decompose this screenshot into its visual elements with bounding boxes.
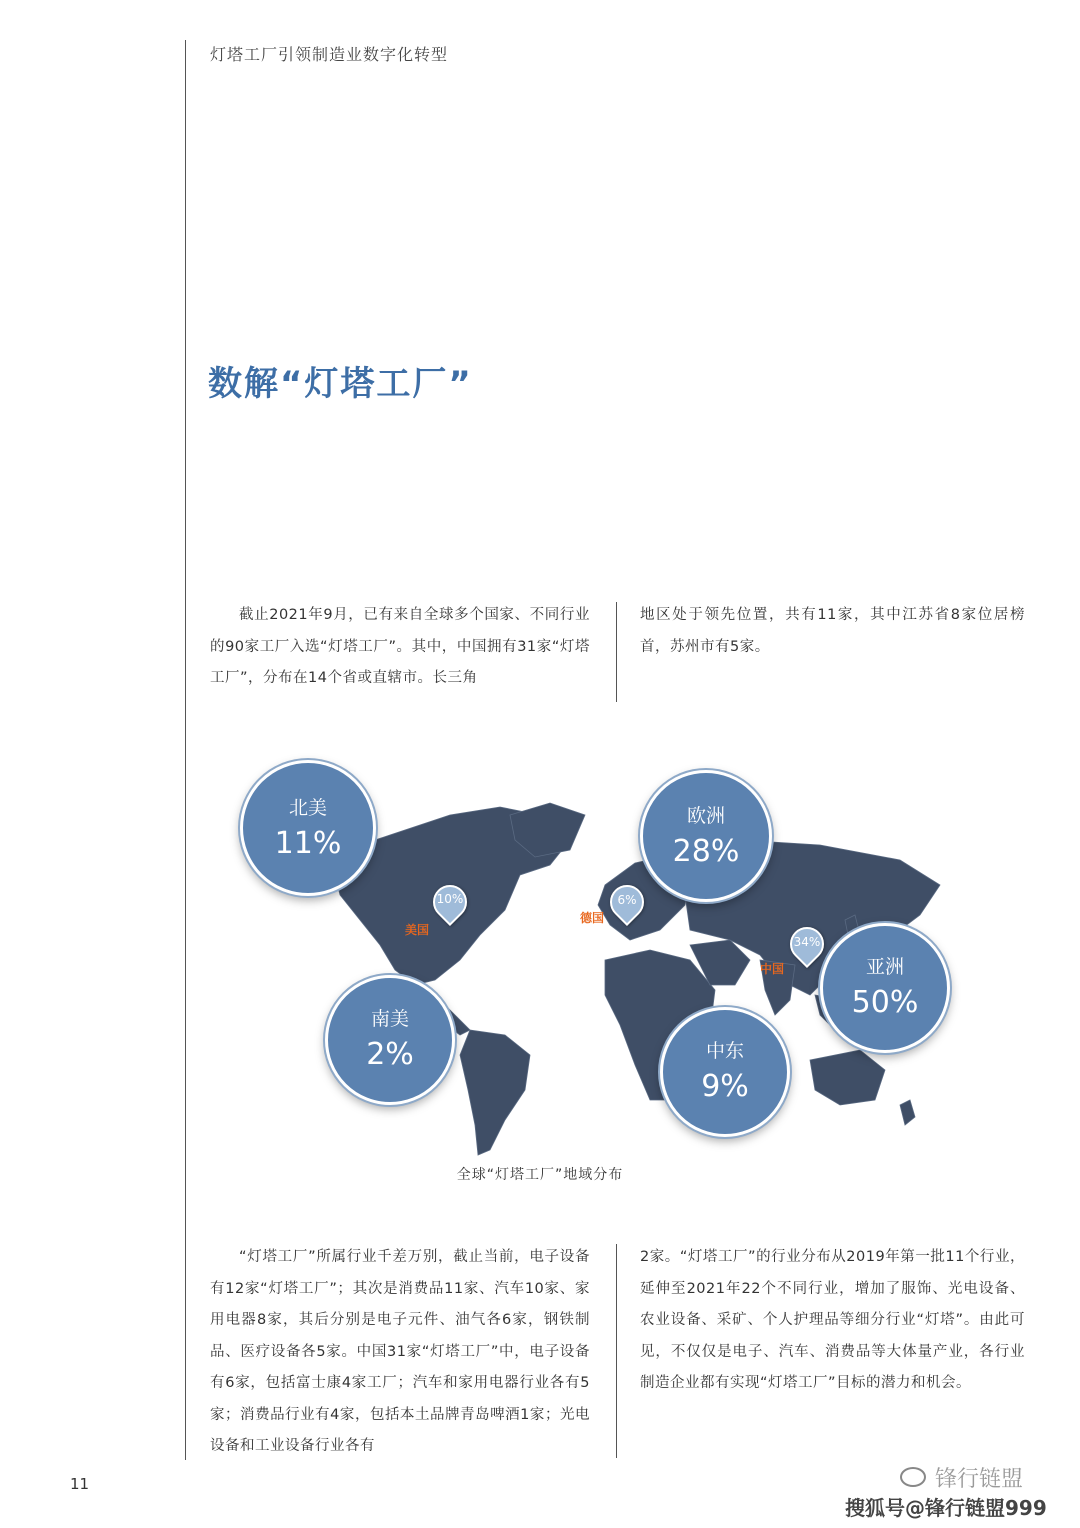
country-label-germany: 德国 [580,911,605,925]
region-name: 南美 [370,1008,409,1030]
intro-paragraph-left: 截止2021年9月，已有来自全球多个国家、不同行业的90家工厂入选“灯塔工厂”。其中，中国拥有31家“灯塔工厂”，分布在14个省或直辖市。长三角 [210,607,590,686]
world-map-figure [220,745,980,1165]
watermark-account: 锋行链盟 [935,1467,1024,1492]
new-zealand-landmass [900,1100,915,1125]
south-america-landmass [460,1030,530,1155]
region-percent: 50% [851,985,919,1020]
region-bubble-europe [640,770,772,902]
column-divider [616,1244,617,1458]
region-bubble-south-america [325,975,455,1105]
pin-percent-usa: 10% [436,892,464,906]
running-header: 灯塔工厂引领制造业数字化转型 [210,45,449,64]
region-bubble-north-america [240,760,376,896]
body-paragraph-left: “灯塔工厂”所属行业千差万别，截止当前，电子设备有12家“灯塔工厂”；其次是消费品11家、汽车10家、家用电器8家，其后分别是电子元件、油气各6家，钢铁制品、医疗设备各5家。中国31家“灯塔工厂”中，电子设备有6家，包括富士康4家工厂；汽车和家用电器行业各有5家；消费品行业有4家，包括本土品牌青岛啤酒1家；光电设备和工业设备行业各有 [210,1249,590,1454]
watermark-source: 搜狐号@锋行链盟999 [845,1496,1047,1520]
figure-caption: 全球“灯塔工厂”地域分布 [456,1167,624,1183]
region-bubble-middle-east [660,1007,790,1137]
australia-landmass [810,1050,885,1105]
country-label-usa: 美国 [405,923,430,937]
region-percent: 11% [274,826,342,861]
region-percent: 2% [366,1037,414,1072]
region-name: 中东 [705,1040,744,1062]
page-number: 11 [70,1475,90,1493]
region-name: 北美 [288,797,327,819]
body-paragraph-right: 2家。“灯塔工厂”的行业分布从2019年第一批11个行业，延伸至2021年22个不同行业，增加了服饰、光电设备、农业设备、采矿、个人护理品等细分行业“灯塔”。由此可见，不仅仅是电子、汽车、消费品等大体量产业，各行业制造企业都有实现“灯塔工厂”目标的潜力和机会。 [640,1249,1025,1391]
section-title: 数解“灯塔工厂” [208,364,473,404]
region-percent: 28% [672,834,740,869]
pin-percent-germany: 6% [617,893,637,907]
region-name: 亚洲 [865,956,904,978]
intro-paragraph-right: 地区处于领先位置，共有11家，其中江苏省8家位居榜首，苏州市有5家。 [640,607,1025,655]
country-label-china: 中国 [760,962,785,976]
region-percent: 9% [701,1069,749,1104]
column-divider [616,602,617,702]
region-name: 欧洲 [686,805,725,827]
region-bubble-asia [820,923,950,1053]
pin-percent-china: 34% [793,935,821,949]
wechat-icon [900,1467,926,1487]
left-rule [185,40,186,1460]
